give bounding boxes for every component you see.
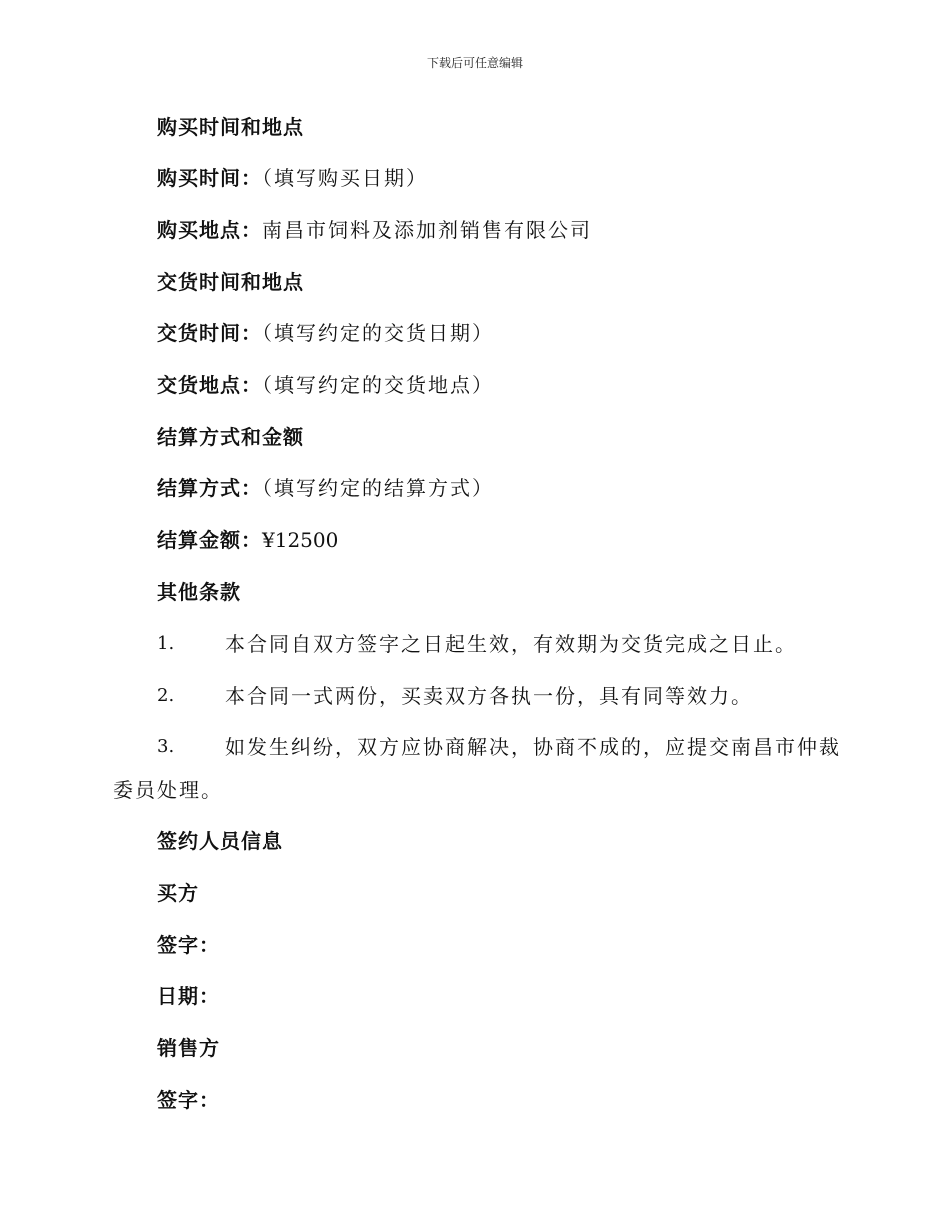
purchase-time-value: （填写购买日期） xyxy=(262,166,428,190)
buyer-sign-label: 签字： xyxy=(157,933,220,957)
clause-1-number: 1. xyxy=(157,633,175,654)
delivery-place-value: （填写约定的交货地点） xyxy=(262,373,494,397)
purchase-place-row xyxy=(157,218,592,242)
clause-3-text-line1: 如发生纠纷，双方应协商解决，协商不成的，应提交南昌市仲裁 xyxy=(225,735,841,759)
clause-2-text: 本合同一式两份，买卖双方各执一份，具有同等效力。 xyxy=(225,684,753,708)
signatories-heading: 签约人员信息 xyxy=(157,829,283,853)
settlement-amount-value: ¥12500 xyxy=(262,528,339,552)
clause-3-text-line2: 委员处理。 xyxy=(113,778,223,802)
settlement-method-label: 结算方式： xyxy=(157,476,262,500)
seller-heading: 销售方 xyxy=(157,1036,220,1060)
purchase-heading: 购买时间和地点 xyxy=(157,115,304,139)
settlement-method-row xyxy=(157,476,494,500)
delivery-heading: 交货时间和地点 xyxy=(157,270,304,294)
clause-2-number: 2. xyxy=(157,685,175,706)
buyer-date-label: 日期： xyxy=(157,984,220,1008)
settlement-method-value: （填写约定的结算方式） xyxy=(262,476,494,500)
delivery-time-value: （填写约定的交货日期） xyxy=(262,321,494,345)
clause-3-number: 3. xyxy=(157,736,175,757)
buyer-heading: 买方 xyxy=(157,881,199,905)
settlement-amount-label: 结算金额： xyxy=(157,528,262,552)
delivery-place-label: 交货地点： xyxy=(157,373,262,397)
purchase-time-label: 购买时间： xyxy=(157,166,262,190)
purchase-place-value: 南昌市饲料及添加剂销售有限公司 xyxy=(262,218,592,242)
page-header: 下载后可任意编辑 xyxy=(426,56,523,70)
settlement-amount-row xyxy=(157,528,338,552)
purchase-place-label: 购买地点： xyxy=(157,218,262,242)
delivery-time-label: 交货时间： xyxy=(157,321,262,345)
clause-1-text: 本合同自双方签字之日起生效，有效期为交货完成之日止。 xyxy=(225,632,797,656)
settlement-heading: 结算方式和金额 xyxy=(157,425,304,449)
purchase-time-row xyxy=(157,166,428,190)
delivery-place-row xyxy=(157,373,494,397)
seller-sign-label: 签字： xyxy=(157,1088,220,1112)
other-heading: 其他条款 xyxy=(157,580,241,604)
delivery-time-row xyxy=(157,321,494,345)
